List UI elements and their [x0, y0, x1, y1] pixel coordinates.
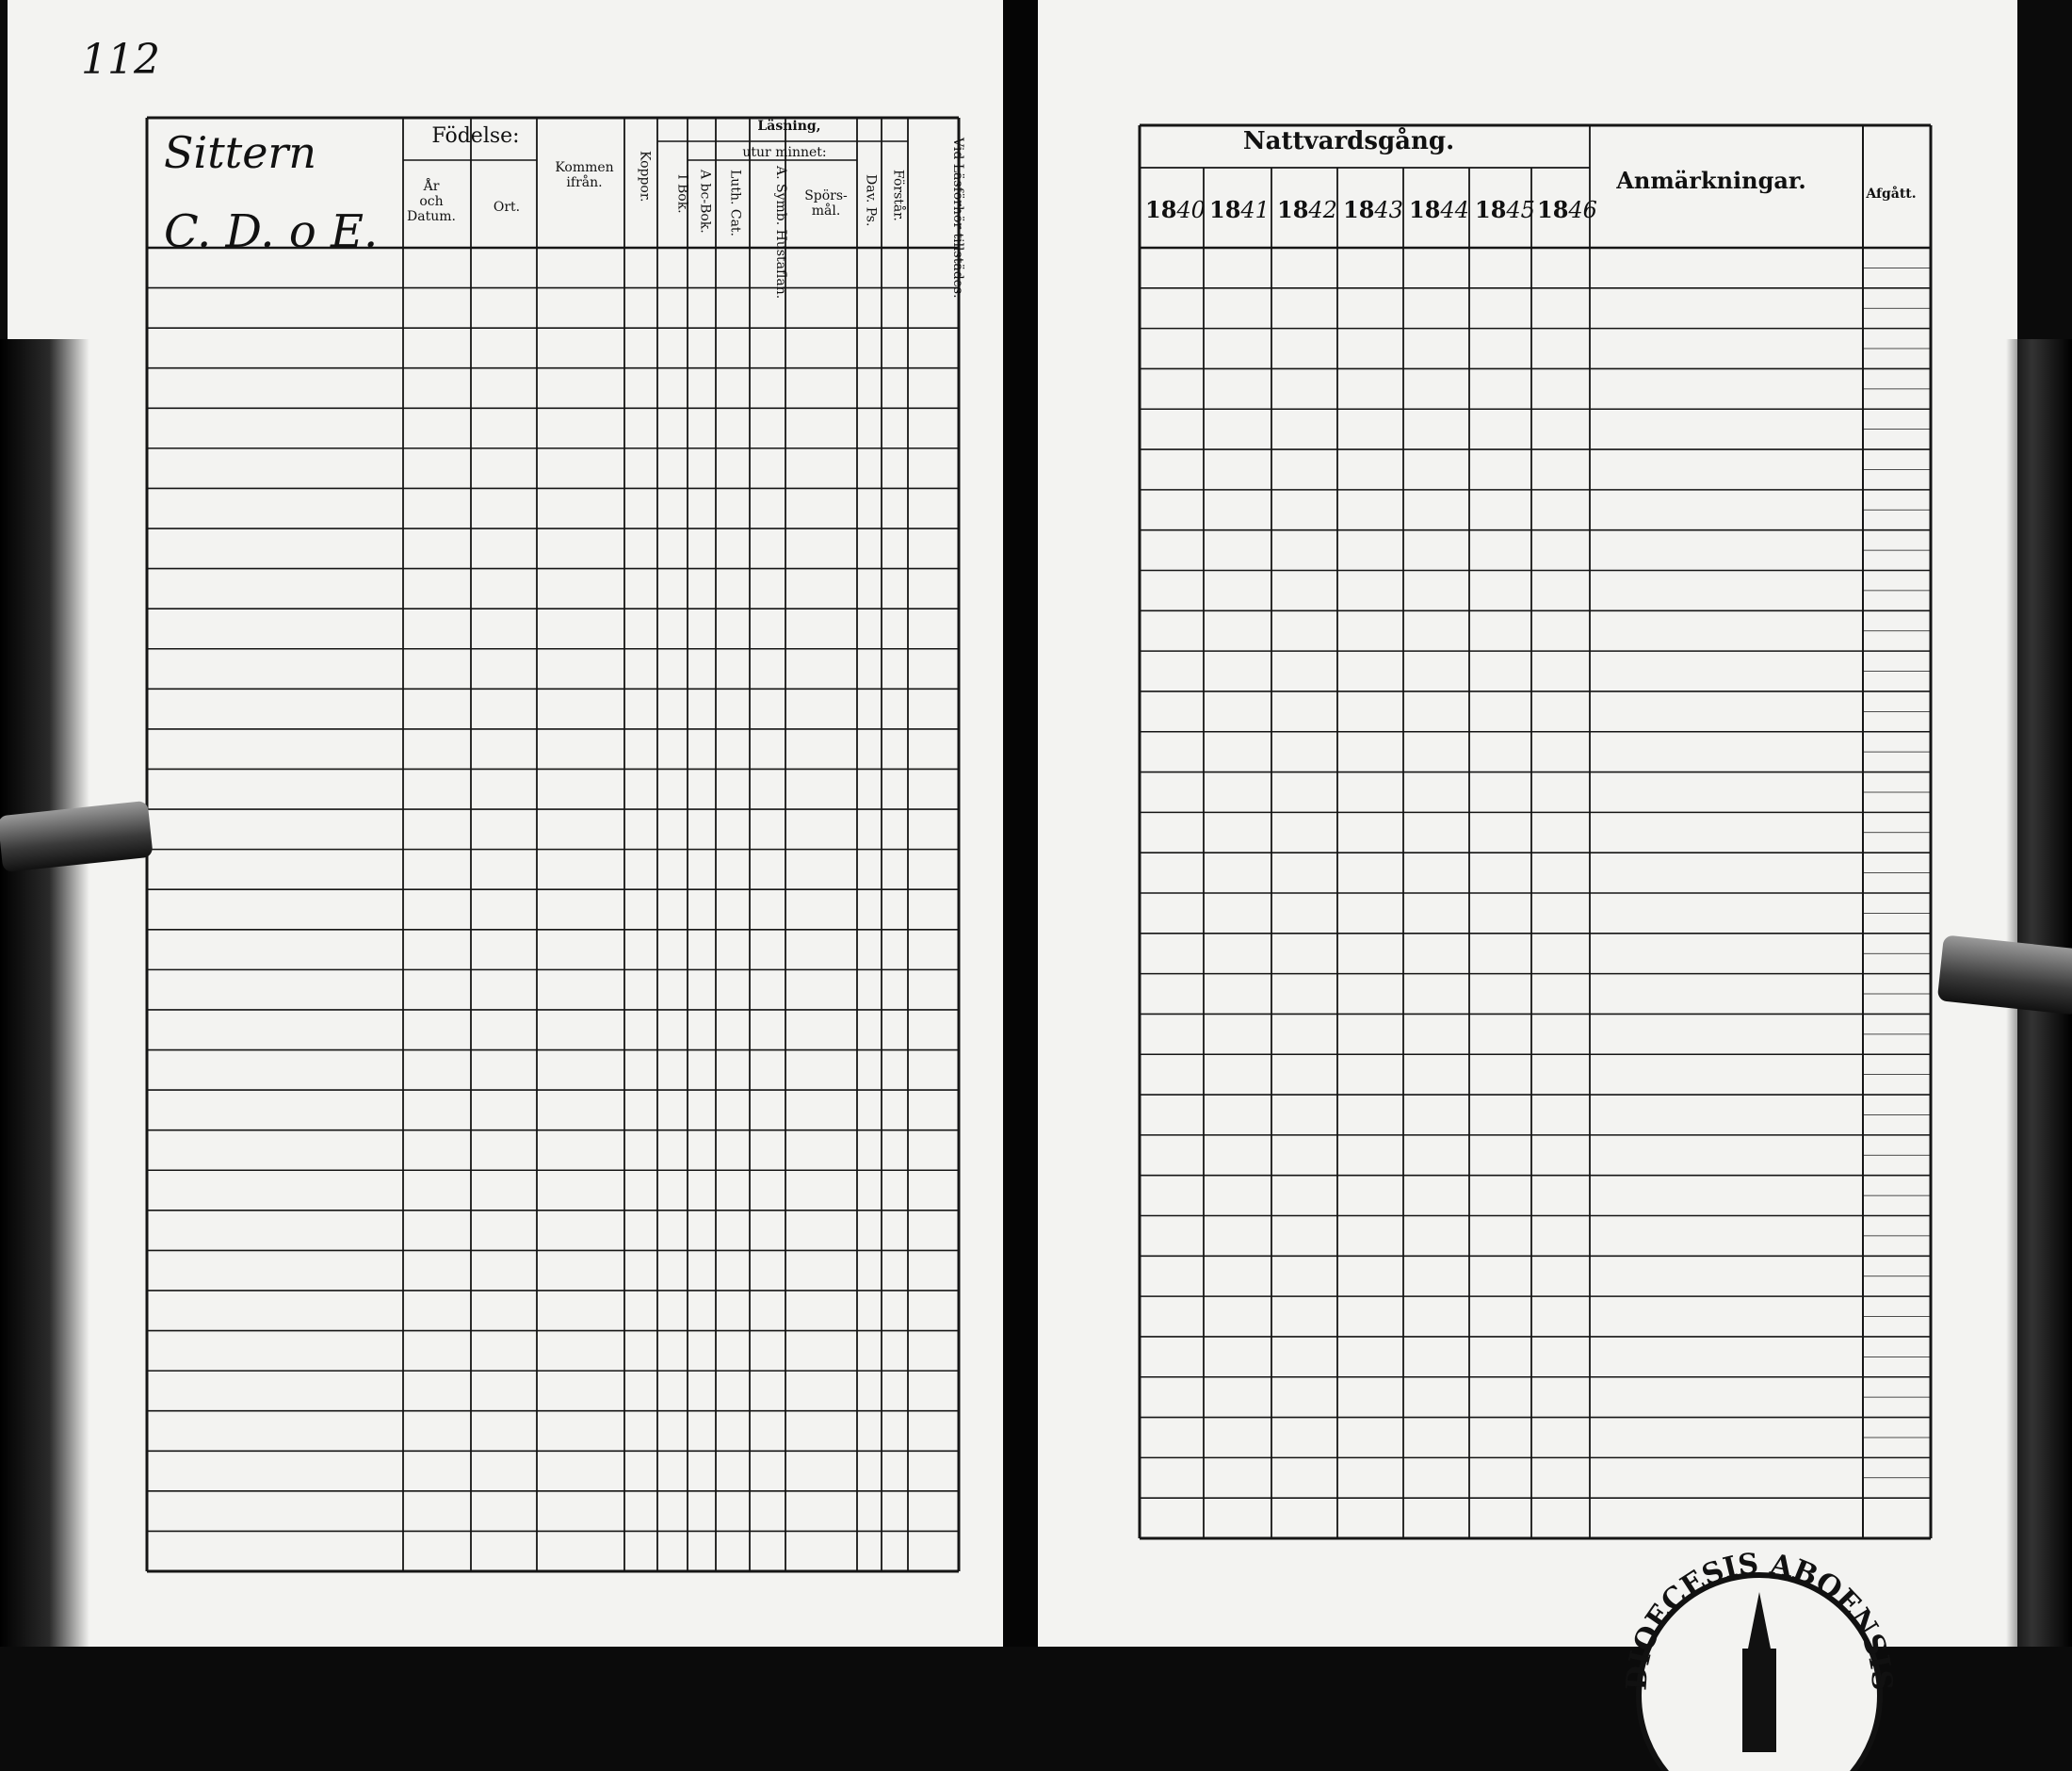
book-spine	[1003, 0, 1038, 1647]
year-header-1842: 1842	[1277, 196, 1337, 223]
left-page	[8, 0, 1003, 1647]
year-header-1846: 1846	[1537, 196, 1597, 223]
header-lasning: Läsning,	[757, 119, 821, 134]
header-koppor: Koppor.	[637, 151, 653, 203]
parish-subtitle: C. D. o E.	[164, 205, 379, 258]
right-ledger-grid	[1038, 0, 2017, 1647]
header-sporsmal: Spörs- mål.	[804, 188, 848, 219]
header-fodelse: Födelse:	[431, 124, 520, 148]
year-header-1844: 1844	[1409, 196, 1469, 223]
header-i-bok: I Bok.	[674, 174, 690, 214]
header-ar-och-datum: År och Datum.	[407, 179, 456, 225]
header-forstar: Förstår.	[890, 170, 906, 221]
header-kommen-ifran: Kommen ifrån.	[555, 160, 614, 191]
year-header-1845: 1845	[1475, 196, 1535, 223]
left-ledger-grid	[8, 0, 1003, 1647]
left-page-edge-shadow	[0, 339, 89, 1647]
header-a-symb-hustaflan: A. Symb. Hustaflan.	[773, 166, 788, 300]
header-vid-lasforhor: Vid Läsförhör tillstädes.	[950, 138, 965, 299]
year-header-1843: 1843	[1343, 196, 1403, 223]
header-nattvardsgang: Nattvardsgång.	[1242, 127, 1455, 155]
header-luth-cat: Luth. Cat.	[727, 170, 743, 236]
header-anmarkningar: Anmärkningar.	[1616, 167, 1806, 194]
right-page	[1038, 0, 2017, 1647]
page-number: 112	[81, 36, 160, 84]
header-ort: Ort.	[493, 200, 521, 215]
diocese-stamp	[1618, 1545, 1901, 1771]
year-header-1840: 1840	[1145, 196, 1206, 223]
header-dav-ps: Dav. Ps.	[863, 174, 879, 227]
header-utur-minnet: utur minnet:	[742, 145, 827, 160]
stamp-text: DIOECESIS ABOENSIS	[1620, 1547, 1899, 1692]
year-header-1841: 1841	[1209, 196, 1270, 223]
header-abc-bok: A bc-Bok.	[697, 170, 713, 234]
header-afgatt: Afgått.	[1866, 187, 1917, 202]
parish-name: Sittern	[164, 127, 317, 178]
